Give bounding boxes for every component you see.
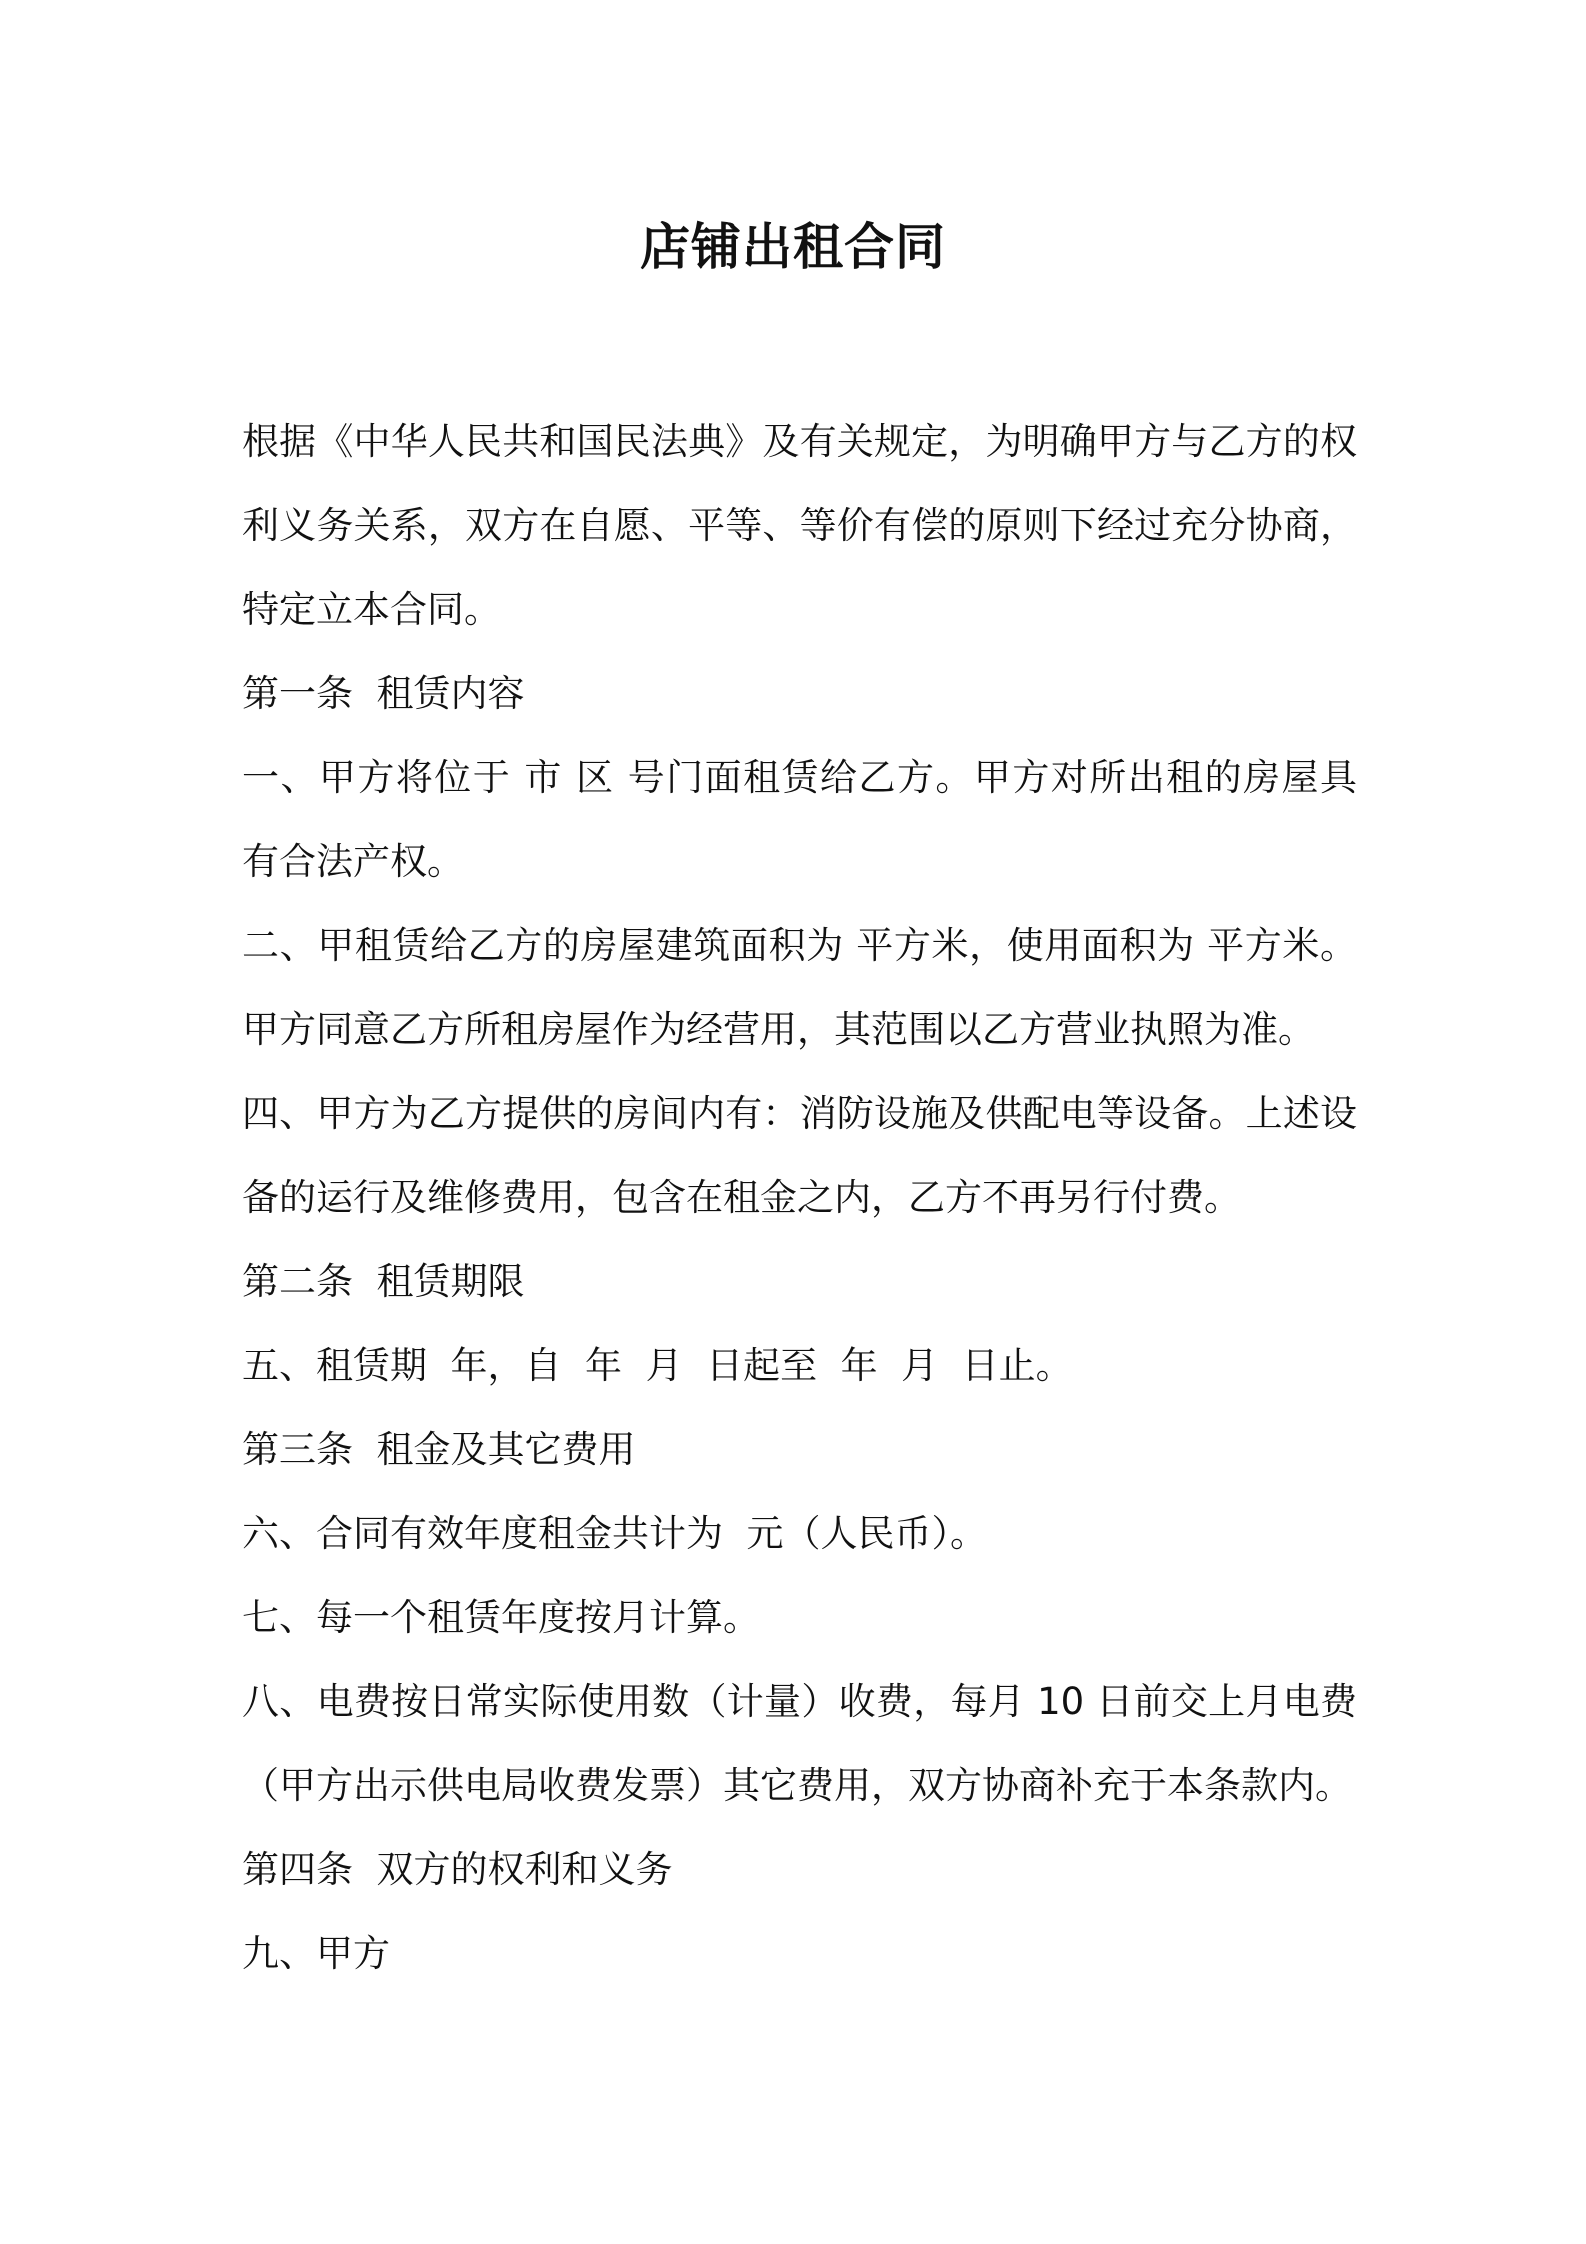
paragraph-line: 备的运行及维修费用，包含在租金之内，乙方不再另行付费。 [242,1176,1241,1219]
section-heading: 第二条 租赁期限 [242,1260,525,1303]
document-title: 店铺出租合同 [640,218,946,276]
paragraph-line: 甲方同意乙方所租房屋作为经营用，其范围以乙方营业执照为准。 [242,1008,1315,1051]
paragraph-line: （甲方出示供电局收费发票）其它费用，双方协商补充于本条款内。 [242,1764,1352,1807]
section-heading: 第三条 租金及其它费用 [242,1428,636,1471]
paragraph-line: 二、甲租赁给乙方的房屋建筑面积为 平方米，使用面积为 平方米。 [242,924,1357,967]
paragraph-line: 九、甲方 [242,1932,390,1975]
paragraph-line: 有合法产权。 [242,840,464,883]
paragraph-line: 四、甲方为乙方提供的房间内有：消防设施及供配电等设备。上述设 [242,1092,1357,1135]
paragraph-line: 利义务关系，双方在自愿、平等、等价有偿的原则下经过充分协商， [242,504,1357,547]
paragraph-line: 一、甲方将位于 市 区 号门面租赁给乙方。甲方对所出租的房屋具 [242,756,1357,799]
paragraph-line: 六、合同有效年度租金共计为 元（人民币）。 [242,1512,988,1555]
paragraph-line: 五、租赁期 年，自 年 月 日起至 年 月 日止。 [242,1344,1073,1387]
paragraph-line: 七、每一个租赁年度按月计算。 [242,1596,760,1639]
paragraph-line: 根据《中华人民共和国民法典》及有关规定，为明确甲方与乙方的权 [242,420,1357,463]
section-heading: 第一条 租赁内容 [242,672,525,715]
document-body [242,400,1357,1996]
section-heading: 第四条 双方的权利和义务 [242,1848,673,1891]
paragraph-line: 八、电费按日常实际使用数（计量）收费，每月 10 日前交上月电费 [242,1680,1357,1723]
paragraph-line: 特定立本合同。 [242,588,501,631]
